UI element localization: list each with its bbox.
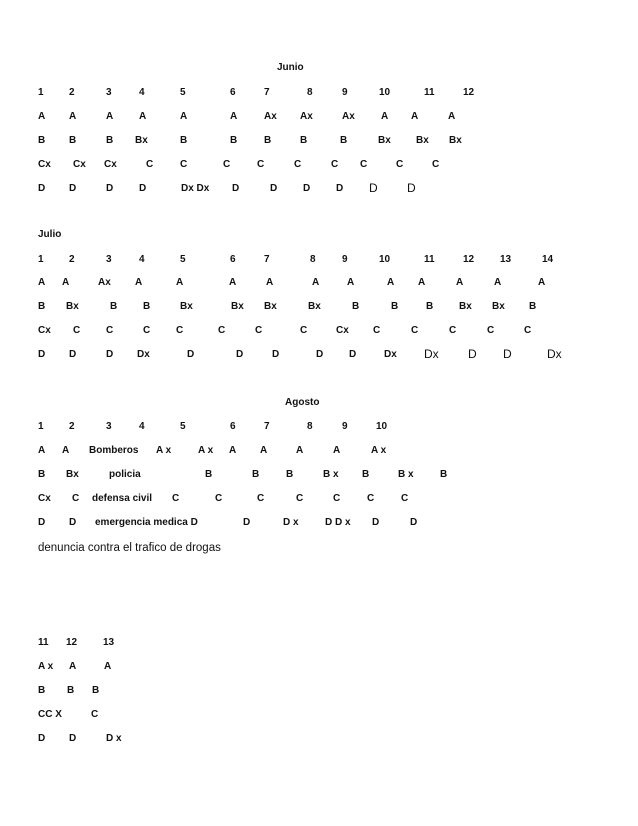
cell: D bbox=[503, 347, 512, 361]
cell: Ax bbox=[264, 111, 277, 122]
cell: Bx bbox=[449, 135, 462, 146]
cell: defensa civil bbox=[92, 493, 153, 504]
cell: B bbox=[38, 685, 46, 696]
cell: B bbox=[440, 469, 448, 480]
cell: A bbox=[494, 277, 502, 288]
cell: D bbox=[106, 183, 114, 194]
cell: 5 bbox=[180, 254, 186, 265]
cell: C bbox=[180, 159, 188, 170]
cell: A bbox=[180, 111, 188, 122]
cell: B bbox=[69, 135, 77, 146]
cell: Dx bbox=[137, 349, 150, 360]
cell: A bbox=[266, 277, 274, 288]
cell: Dx bbox=[384, 349, 397, 360]
cell: 3 bbox=[106, 254, 112, 265]
cell: B bbox=[529, 301, 537, 312]
cell: B bbox=[180, 135, 188, 146]
cell: Ax bbox=[98, 277, 111, 288]
cell: B x bbox=[398, 469, 414, 480]
cell: D bbox=[407, 181, 416, 195]
section-title-junio: Junio bbox=[277, 62, 304, 73]
cell: 4 bbox=[139, 254, 145, 265]
cell: Cx bbox=[104, 159, 117, 170]
cell: policia bbox=[109, 469, 141, 480]
cell: Cx bbox=[38, 493, 51, 504]
cell: A bbox=[176, 277, 184, 288]
cell: B bbox=[67, 685, 75, 696]
cell: A x bbox=[371, 445, 387, 456]
cell: C bbox=[411, 325, 419, 336]
cell: Bx bbox=[66, 469, 79, 480]
cell: Bx bbox=[66, 301, 79, 312]
cell: D bbox=[232, 183, 240, 194]
cell: Cx bbox=[38, 325, 51, 336]
cell: B bbox=[252, 469, 260, 480]
cell: C bbox=[432, 159, 440, 170]
cell: A bbox=[139, 111, 147, 122]
cell: B bbox=[286, 469, 294, 480]
cell: C bbox=[72, 493, 80, 504]
cell: Bx bbox=[180, 301, 193, 312]
cell: 13 bbox=[103, 637, 115, 648]
cell: 8 bbox=[307, 421, 313, 432]
cell: D bbox=[468, 347, 477, 361]
cell: B bbox=[391, 301, 399, 312]
cell: B bbox=[362, 469, 370, 480]
cell: 4 bbox=[139, 421, 145, 432]
cell: 7 bbox=[264, 421, 270, 432]
cell: D bbox=[236, 349, 244, 360]
cell: D bbox=[303, 183, 311, 194]
cell: 2 bbox=[69, 254, 75, 265]
cell: A bbox=[135, 277, 143, 288]
cell: A bbox=[333, 445, 341, 456]
cell: A bbox=[62, 445, 70, 456]
cell: Dx Dx bbox=[181, 183, 210, 194]
cell: C bbox=[373, 325, 381, 336]
cell: Cx bbox=[73, 159, 86, 170]
cell: D bbox=[69, 733, 77, 744]
cell: Ax bbox=[342, 111, 355, 122]
cell: Bx bbox=[308, 301, 321, 312]
cell: A bbox=[38, 445, 46, 456]
cell: Dx bbox=[547, 347, 562, 361]
cell: 10 bbox=[379, 254, 391, 265]
cell: C bbox=[223, 159, 231, 170]
cell: A bbox=[69, 111, 77, 122]
cell: D D x bbox=[325, 517, 351, 528]
cell: A bbox=[260, 445, 268, 456]
cell: B bbox=[205, 469, 213, 480]
cell: Bomberos bbox=[89, 445, 139, 456]
cell: C bbox=[487, 325, 495, 336]
cell: Ax bbox=[300, 111, 313, 122]
agosto-note: denuncia contra el trafico de drogas bbox=[38, 542, 221, 554]
cell: B bbox=[264, 135, 272, 146]
cell: B bbox=[230, 135, 238, 146]
cell: 9 bbox=[342, 421, 348, 432]
cell: D bbox=[372, 517, 380, 528]
cell: A bbox=[104, 661, 112, 672]
cell: A bbox=[387, 277, 395, 288]
section-title-agosto: Agosto bbox=[285, 397, 320, 408]
cell: C bbox=[296, 493, 304, 504]
cell: 1 bbox=[38, 87, 44, 98]
cell: C bbox=[333, 493, 341, 504]
section-title-julio: Julio bbox=[38, 229, 62, 240]
cell: D bbox=[38, 183, 46, 194]
cell: A bbox=[418, 277, 426, 288]
cell: A x bbox=[156, 445, 172, 456]
cell: A bbox=[62, 277, 70, 288]
cell: Bx bbox=[492, 301, 505, 312]
cell: D x bbox=[283, 517, 299, 528]
cell: D bbox=[369, 181, 378, 195]
cell: D bbox=[336, 183, 344, 194]
cell: Cx bbox=[336, 325, 349, 336]
cell: A bbox=[229, 445, 237, 456]
cell: 9 bbox=[342, 87, 348, 98]
cell: D bbox=[69, 183, 77, 194]
cell: C bbox=[146, 159, 154, 170]
cell: 7 bbox=[264, 87, 270, 98]
cell: 12 bbox=[463, 254, 475, 265]
cell: D bbox=[38, 349, 46, 360]
cell: 14 bbox=[542, 254, 554, 265]
cell: B bbox=[340, 135, 348, 146]
cell: C bbox=[257, 159, 265, 170]
cell: 10 bbox=[379, 87, 391, 98]
cell: B bbox=[38, 135, 46, 146]
cell: 3 bbox=[106, 421, 112, 432]
cell: A bbox=[312, 277, 320, 288]
cell: A bbox=[381, 111, 389, 122]
cell: 11 bbox=[424, 87, 435, 98]
cell: 11 bbox=[424, 254, 435, 265]
cell: C bbox=[106, 325, 114, 336]
cell: A bbox=[229, 277, 237, 288]
cell: D bbox=[243, 517, 251, 528]
cell: Dx bbox=[424, 347, 439, 361]
cell: A x bbox=[38, 661, 54, 672]
cell: 6 bbox=[230, 87, 236, 98]
cell: 6 bbox=[230, 421, 236, 432]
cell: A bbox=[456, 277, 464, 288]
cell: C bbox=[257, 493, 265, 504]
cell: C bbox=[294, 159, 302, 170]
cell: Bx bbox=[378, 135, 391, 146]
cell: 7 bbox=[264, 254, 270, 265]
cell: C bbox=[172, 493, 180, 504]
cell: B bbox=[300, 135, 308, 146]
cell: Bx bbox=[231, 301, 244, 312]
cell: C bbox=[215, 493, 223, 504]
cell: C bbox=[218, 325, 226, 336]
cell: C bbox=[73, 325, 81, 336]
cell: Bx bbox=[459, 301, 472, 312]
cell: C bbox=[255, 325, 263, 336]
cell: B bbox=[38, 469, 46, 480]
cell: D bbox=[349, 349, 357, 360]
cell: 2 bbox=[69, 421, 75, 432]
cell: emergencia medica D bbox=[95, 517, 198, 528]
cell: Bx bbox=[135, 135, 148, 146]
cell: B bbox=[426, 301, 434, 312]
cell: A bbox=[38, 111, 46, 122]
cell: 9 bbox=[342, 254, 348, 265]
cell: D bbox=[272, 349, 280, 360]
cell: C bbox=[401, 493, 409, 504]
cell: C bbox=[360, 159, 368, 170]
cell: D bbox=[38, 733, 46, 744]
cell: B bbox=[352, 301, 360, 312]
cell: A bbox=[448, 111, 456, 122]
cell: 12 bbox=[463, 87, 475, 98]
cell: B bbox=[143, 301, 151, 312]
cell: A bbox=[38, 277, 46, 288]
cell: D bbox=[38, 517, 46, 528]
cell: A bbox=[347, 277, 355, 288]
cell: D bbox=[187, 349, 195, 360]
cell: D bbox=[410, 517, 418, 528]
cell: A bbox=[538, 277, 546, 288]
cell: C bbox=[91, 709, 99, 720]
cell: 5 bbox=[180, 421, 186, 432]
cell: A bbox=[296, 445, 304, 456]
cell: D bbox=[270, 183, 278, 194]
cell: 11 bbox=[38, 637, 49, 648]
cell: D x bbox=[106, 733, 122, 744]
cell: 12 bbox=[66, 637, 78, 648]
cell: B bbox=[92, 685, 100, 696]
cell: D bbox=[316, 349, 324, 360]
cell: Bx bbox=[264, 301, 277, 312]
cell: 3 bbox=[106, 87, 112, 98]
cell: A bbox=[411, 111, 419, 122]
cell: 13 bbox=[500, 254, 512, 265]
cell: C bbox=[331, 159, 339, 170]
cell: B bbox=[38, 301, 46, 312]
cell: A x bbox=[198, 445, 214, 456]
cell: Bx bbox=[416, 135, 429, 146]
cell: C bbox=[143, 325, 151, 336]
cell: 4 bbox=[139, 87, 145, 98]
cell: A bbox=[106, 111, 114, 122]
cell: 2 bbox=[69, 87, 75, 98]
cell: D bbox=[69, 349, 77, 360]
cell: C bbox=[176, 325, 184, 336]
cell: B bbox=[106, 135, 114, 146]
cell: 10 bbox=[376, 421, 388, 432]
cell: Cx bbox=[38, 159, 51, 170]
cell: C bbox=[449, 325, 457, 336]
cell: C bbox=[367, 493, 375, 504]
cell: D bbox=[69, 517, 77, 528]
cell: 8 bbox=[310, 254, 316, 265]
cell: 1 bbox=[38, 421, 44, 432]
cell: 6 bbox=[230, 254, 236, 265]
cell: 1 bbox=[38, 254, 44, 265]
cell: D bbox=[106, 349, 114, 360]
cell: CC X bbox=[38, 709, 62, 720]
cell: B x bbox=[323, 469, 339, 480]
cell: C bbox=[396, 159, 404, 170]
cell: C bbox=[524, 325, 532, 336]
cell: A bbox=[230, 111, 238, 122]
cell: C bbox=[300, 325, 308, 336]
cell: 5 bbox=[180, 87, 186, 98]
cell: 8 bbox=[307, 87, 313, 98]
cell: B bbox=[110, 301, 118, 312]
cell: D bbox=[139, 183, 147, 194]
cell: A bbox=[69, 661, 77, 672]
